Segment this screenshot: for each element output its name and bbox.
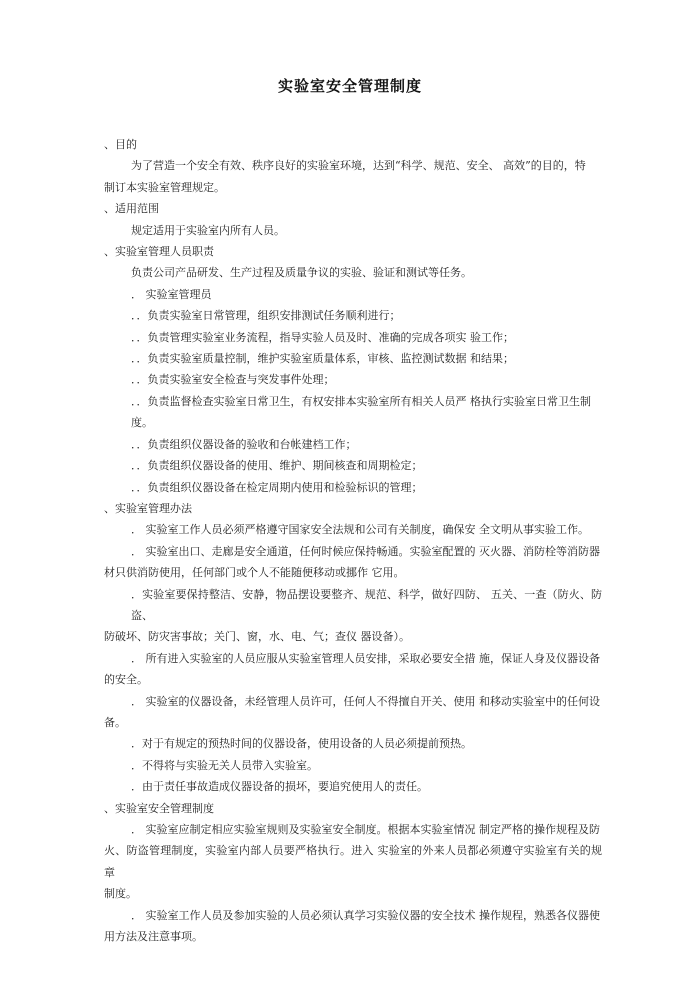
paragraph-line: ．．负责管理实验室业务流程，指导实验人员及时、准确的完成各项实 验工作；	[131, 330, 514, 344]
paragraph	[104, 305, 602, 326]
paragraph	[104, 284, 602, 305]
paragraph	[104, 455, 602, 476]
paragraph-line: 防破坏、防灾害事故；关门、窗，水、电、气；查仪 器设备）。	[104, 630, 410, 644]
paragraph-line: 制订本实验室管理规定。	[104, 180, 225, 194]
paragraph-line: 规定适用于实验室内所有人员。	[131, 223, 285, 237]
section	[104, 798, 602, 948]
paragraph	[104, 369, 602, 390]
paragraph	[104, 391, 602, 434]
paragraph-line: ．．负责实验室安全检查与突发事件处理；	[131, 373, 335, 387]
paragraph-line: 的安全。	[104, 673, 148, 687]
paragraph-line: ．不得将与实验无关人员带入实验室。	[131, 758, 318, 772]
paragraph	[104, 648, 602, 691]
paragraph	[104, 262, 602, 283]
paragraph	[104, 434, 602, 455]
section-heading: 、实验室管理人员职责	[104, 245, 214, 259]
paragraph	[104, 584, 602, 648]
section	[104, 241, 602, 498]
paragraph	[104, 220, 602, 241]
paragraph-line: 为了营造一个安全有效、秩序良好的实验室环境，达到“科学、规范、安全、 高效”的目的，特	[131, 159, 586, 173]
paragraph-line: ． 实验室工作人员必须严格遵守国家安全法规和公司有关制度，确保安 全文明从事实验工作。	[131, 523, 589, 537]
paragraph	[104, 155, 602, 198]
paragraph	[104, 541, 602, 584]
paragraph-line: ．．负责实验室日常管理，组织安排测试任务顺利进行；	[131, 309, 401, 323]
section-heading: 、实验室管理办法	[104, 501, 192, 515]
paragraph-line: 火、防盗管理制度，实验室内部人员要严格执行。进入 实验室的外来人员都必须遵守实验室有关的规章	[104, 844, 602, 879]
paragraph-line: ．实验室要保持整洁、安静，物品摆设要整齐、规范、科学，做好四防、 五关、一查（防火、防盗、	[131, 587, 602, 622]
paragraph	[104, 905, 602, 948]
paragraph	[104, 477, 602, 498]
paragraph-line: ． 所有进入实验室的人员应服从实验室管理人员安排，采取必要安全措 施，保证人身及仪器设备	[131, 651, 600, 665]
paragraph-line: ．．负责组织仪器设备的验收和台帐建档工作；	[131, 437, 357, 451]
paragraph-line: ． 实验室出口、走廊是安全通道，任何时候应保持畅通。实验室配置的 灭火器、消防栓等消防器	[131, 544, 600, 558]
paragraph-line: ．对于有规定的预热时间的仪器设备，使用设备的人员必须提前预热。	[131, 737, 472, 751]
paragraph	[104, 819, 602, 905]
document-title: 实验室安全管理制度	[277, 77, 422, 95]
paragraph-line: 制度。	[104, 887, 137, 901]
paragraph	[104, 327, 602, 348]
paragraph	[104, 691, 602, 734]
section-heading: 、实验室安全管理制度	[104, 801, 214, 815]
paragraph-line: 备。	[104, 715, 126, 729]
paragraph-line: 材只供消防使用，任何部门或个人不能随便移动或挪作 它用。	[104, 566, 405, 580]
section	[104, 498, 602, 798]
paragraph-line: ．由于责任事故造成仪器设备的损坏，要追究使用人的责任。	[131, 780, 428, 794]
paragraph-line: 用方法及注意事项。	[104, 930, 203, 944]
paragraph-line: 负责公司产品研发、生产过程及质量争议的实验、验证和测试等任务。	[131, 266, 472, 280]
paragraph	[104, 733, 602, 754]
paragraph-line: ．．负责组织仪器设备在检定周期内使用和检验标识的管理；	[131, 480, 423, 494]
paragraph	[104, 755, 602, 776]
section-heading: 、适用范围	[104, 202, 159, 216]
section	[104, 198, 602, 241]
paragraph	[104, 519, 602, 540]
paragraph-line: ．．负责实验室质量控制，维护实验室质量体系，审核、监控测试数据 和结果；	[131, 352, 514, 366]
paragraph	[104, 776, 602, 797]
paragraph-line: ． 实验室工作人员及参加实验的人员必须认真学习实验仪器的安全技术 操作规程，熟悉各仪器使	[131, 908, 600, 922]
section	[104, 134, 602, 198]
paragraph-line: ． 实验室管理员	[131, 287, 212, 301]
paragraph-line: ． 实验室的仪器设备，未经管理人员许可，任何人不得擅自开关、使用 和移动实验室中的任何设	[131, 694, 600, 708]
paragraph-line: ．．负责组织仪器设备的使用、维护、期间核查和周期检定；	[131, 459, 423, 473]
section-heading: 、目的	[104, 138, 137, 151]
paragraph-line: ． 实验室应制定相应实验室规则及实验室安全制度。根据本实验室情况 制定严格的操作规程及防	[131, 823, 600, 836]
paragraph	[104, 348, 602, 369]
document-body	[104, 0, 602, 967]
paragraph-line: ．．负责监督检查实验室日常卫生，有权安排本实验室所有相关人员严 格执行实验室日常卫生制度。	[131, 394, 591, 430]
